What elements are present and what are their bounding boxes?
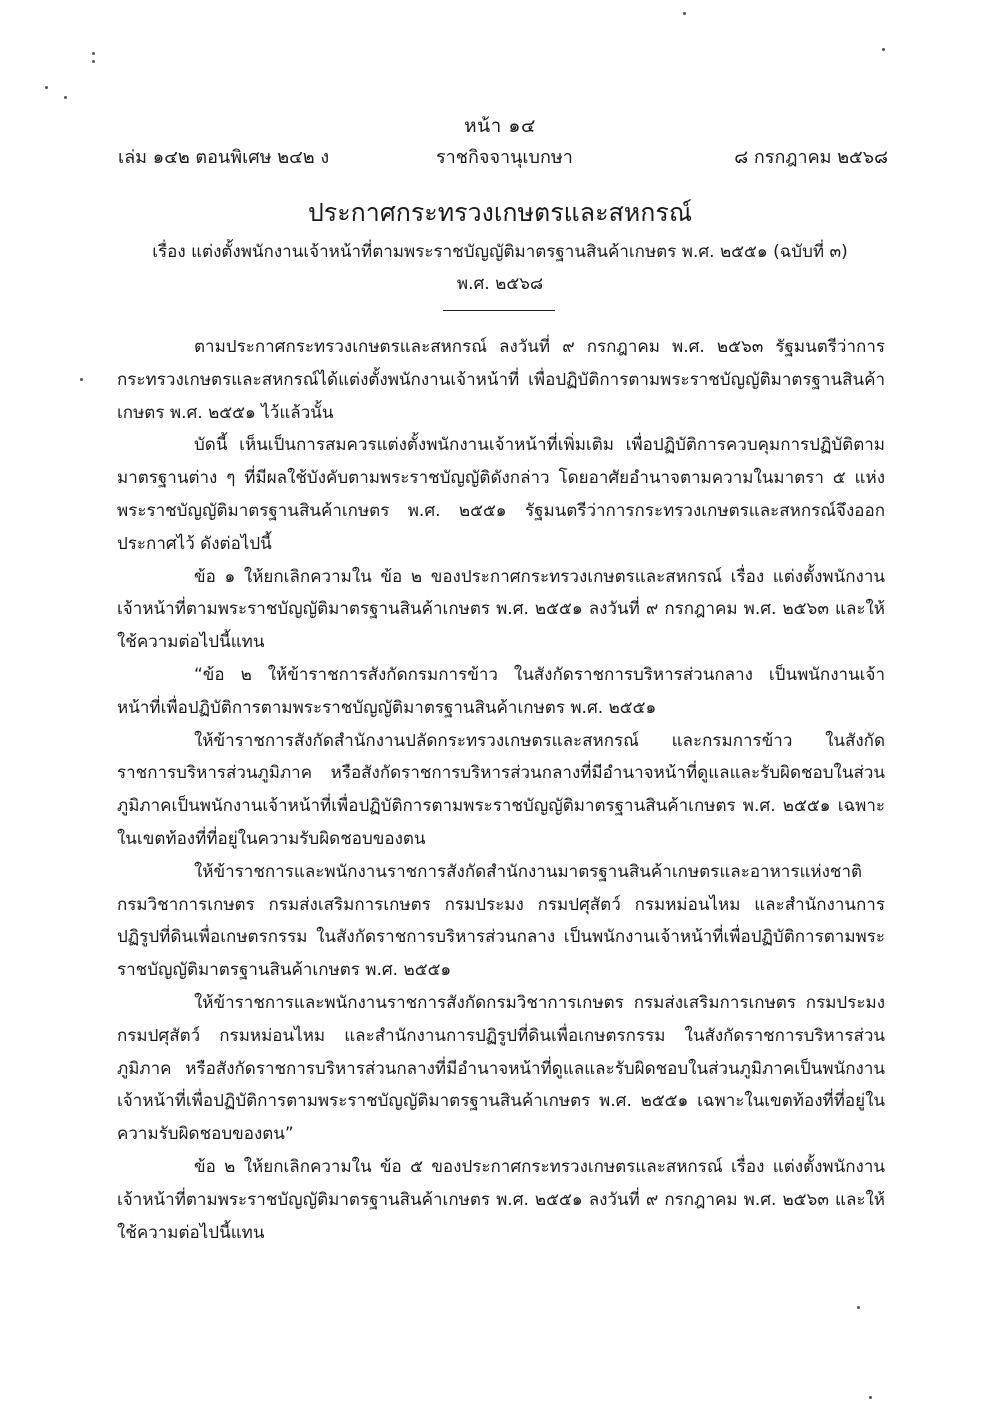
scan-speck <box>80 378 83 381</box>
announcement-year: พ.ศ. ๒๕๖๘ <box>456 274 544 294</box>
paragraph: “ข้อ ๒ ให้ข้าราชการสังกัดกรมการข้าว ในสังกัดราชการบริหารส่วนกลาง เป็นพนักงานเจ้าหน้าที่เพื่อปฏิบัติการตามพระราชบัญญัติมาตรฐานสินค้าเกษตร พ.ศ. ๒๕๕๑ <box>117 664 885 718</box>
scan-speck <box>92 52 95 55</box>
paragraph: บัดนี้ เห็นเป็นการสมควรแต่งตั้งพนักงานเจ้าหน้าที่เพิ่มเติม เพื่อปฏิบัติการควบคุมการปฏิบัติตามมาตรฐานต่าง ๆ ที่มีผลใช้บังคับตามพระราชบัญญัติดังกล่าว โดยอาศัยอำนาจตามความในมาตรา ๕ แห่งพระราชบัญญัติมาตรฐานสินค้าเกษตร พ.ศ. ๒๕๕๑ รัฐมนตรีว่าการกระทรวงเกษตรและสหกรณ์จึงออกประกาศไว้ ดังต่อไปนี้ <box>117 435 885 554</box>
publication-name: ราชกิจจานุเบกษา <box>436 147 573 168</box>
paragraph: ให้ข้าราชการสังกัดสำนักงานปลัดกระทรวงเกษตรและสหกรณ์ และกรมการข้าว ในสังกัดราชการบริหารส่วนภูมิภาค หรือสังกัดราชการบริหารส่วนกลางที่มีอำนาจหน้าที่ดูแลและรับผิดชอบในส่วนภูมิภาคเป็นพนักงานเจ้าหน้าที่เพื่อปฏิบัติการตามพระราชบัญญัติมาตรฐานสินค้าเกษตร พ.ศ. ๒๕๕๑ เฉพาะในเขตท้องที่ที่อยู่ในความรับผิดชอบของตน <box>117 730 885 849</box>
publication-date: ๘ กรกฎาคม ๒๕๖๘ <box>734 147 888 168</box>
scan-speck <box>869 1396 872 1399</box>
scan-speck <box>64 96 67 99</box>
paragraph: ตามประกาศกระทรวงเกษตรและสหกรณ์ ลงวันที่ ๙ กรกฎาคม พ.ศ. ๒๕๖๓ รัฐมนตรีว่าการกระทรวงเกษตรและสหกรณ์ได้แต่งตั้งพนักงานเจ้าหน้าที่ เพื่อปฏิบัติการตามพระราชบัญญัติมาตรฐานสินค้าเกษตร พ.ศ. ๒๕๕๑ ไว้แล้วนั้น <box>117 337 885 423</box>
volume-info: เล่ม ๑๔๒ ตอนพิเศษ ๒๔๒ ง <box>118 147 330 168</box>
announcement-subject: เรื่อง แต่งตั้งพนักงานเจ้าหน้าที่ตามพระราชบัญญัติมาตรฐานสินค้าเกษตร พ.ศ. ๒๕๕๑ (ฉบับที่ ๓) <box>152 242 848 262</box>
title-divider <box>443 310 555 311</box>
announcement-body <box>117 331 885 1249</box>
announcement-title: ประกาศกระทรวงเกษตรและสหกรณ์ <box>307 198 693 227</box>
scan-speck <box>92 60 95 63</box>
paragraph: ข้อ ๑ ให้ยกเลิกความใน ข้อ ๒ ของประกาศกระทรวงเกษตรและสหกรณ์ เรื่อง แต่งตั้งพนักงานเจ้าหน้าที่ตามพระราชบัญญัติมาตรฐานสินค้าเกษตร พ.ศ. ๒๕๕๑ ลงวันที่ ๙ กรกฎาคม พ.ศ. ๒๕๖๓ และให้ใช้ความต่อไปนี้แทน <box>117 566 885 653</box>
scan-speck <box>683 12 686 15</box>
gazette-header <box>118 145 888 171</box>
paragraph: ให้ข้าราชการและพนักงานราชการสังกัดกรมวิชาการเกษตร กรมส่งเสริมการเกษตร กรมประมง กรมปศุสัตว์ กรมหม่อนไหม และสำนักงานการปฏิรูปที่ดินเพื่อเกษตรกรรม ในสังกัดราชการบริหารส่วนภูมิภาค หรือสังกัดราชการบริหารส่วนกลางที่มีอำนาจหน้าที่ดูแลและรับผิดชอบในส่วนภูมิภาคเป็นพนักงานเจ้าหน้าที่เพื่อปฏิบัติการตามพระราชบัญญัติมาตรฐานสินค้าเกษตร พ.ศ. ๒๕๕๑ เฉพาะในเขตท้องที่ที่อยู่ในความรับผิดชอบของตน” <box>117 992 885 1145</box>
paragraph: ให้ข้าราชการและพนักงานราชการสังกัดสำนักงานมาตรฐานสินค้าเกษตรและอาหารแห่งชาติ กรมวิชาการเกษตร กรมส่งเสริมการเกษตร กรมประมง กรมปศุสัตว์ กรมหม่อนไหม และสำนักงานการปฏิรูปที่ดินเพื่อเกษตรกรรม ในสังกัดราชการบริหารส่วนกลาง เป็นพนักงานเจ้าหน้าที่เพื่อปฏิบัติการตามพระราชบัญญัติมาตรฐานสินค้าเกษตร พ.ศ. ๒๕๕๑ <box>117 861 885 981</box>
paragraph: ข้อ ๒ ให้ยกเลิกความใน ข้อ ๕ ของประกาศกระทรวงเกษตรและสหกรณ์ เรื่อง แต่งตั้งพนักงานเจ้าหน้าที่ตามพระราชบัญญัติมาตรฐานสินค้าเกษตร พ.ศ. ๒๕๕๑ ลงวันที่ ๙ กรกฎาคม พ.ศ. ๒๕๖๓ และให้ใช้ความต่อไปนี้แทน <box>117 1156 885 1243</box>
scan-speck <box>882 48 885 51</box>
scan-speck <box>45 86 48 89</box>
page-number: หน้า ๑๔ <box>464 115 536 137</box>
scan-speck <box>857 1306 860 1309</box>
